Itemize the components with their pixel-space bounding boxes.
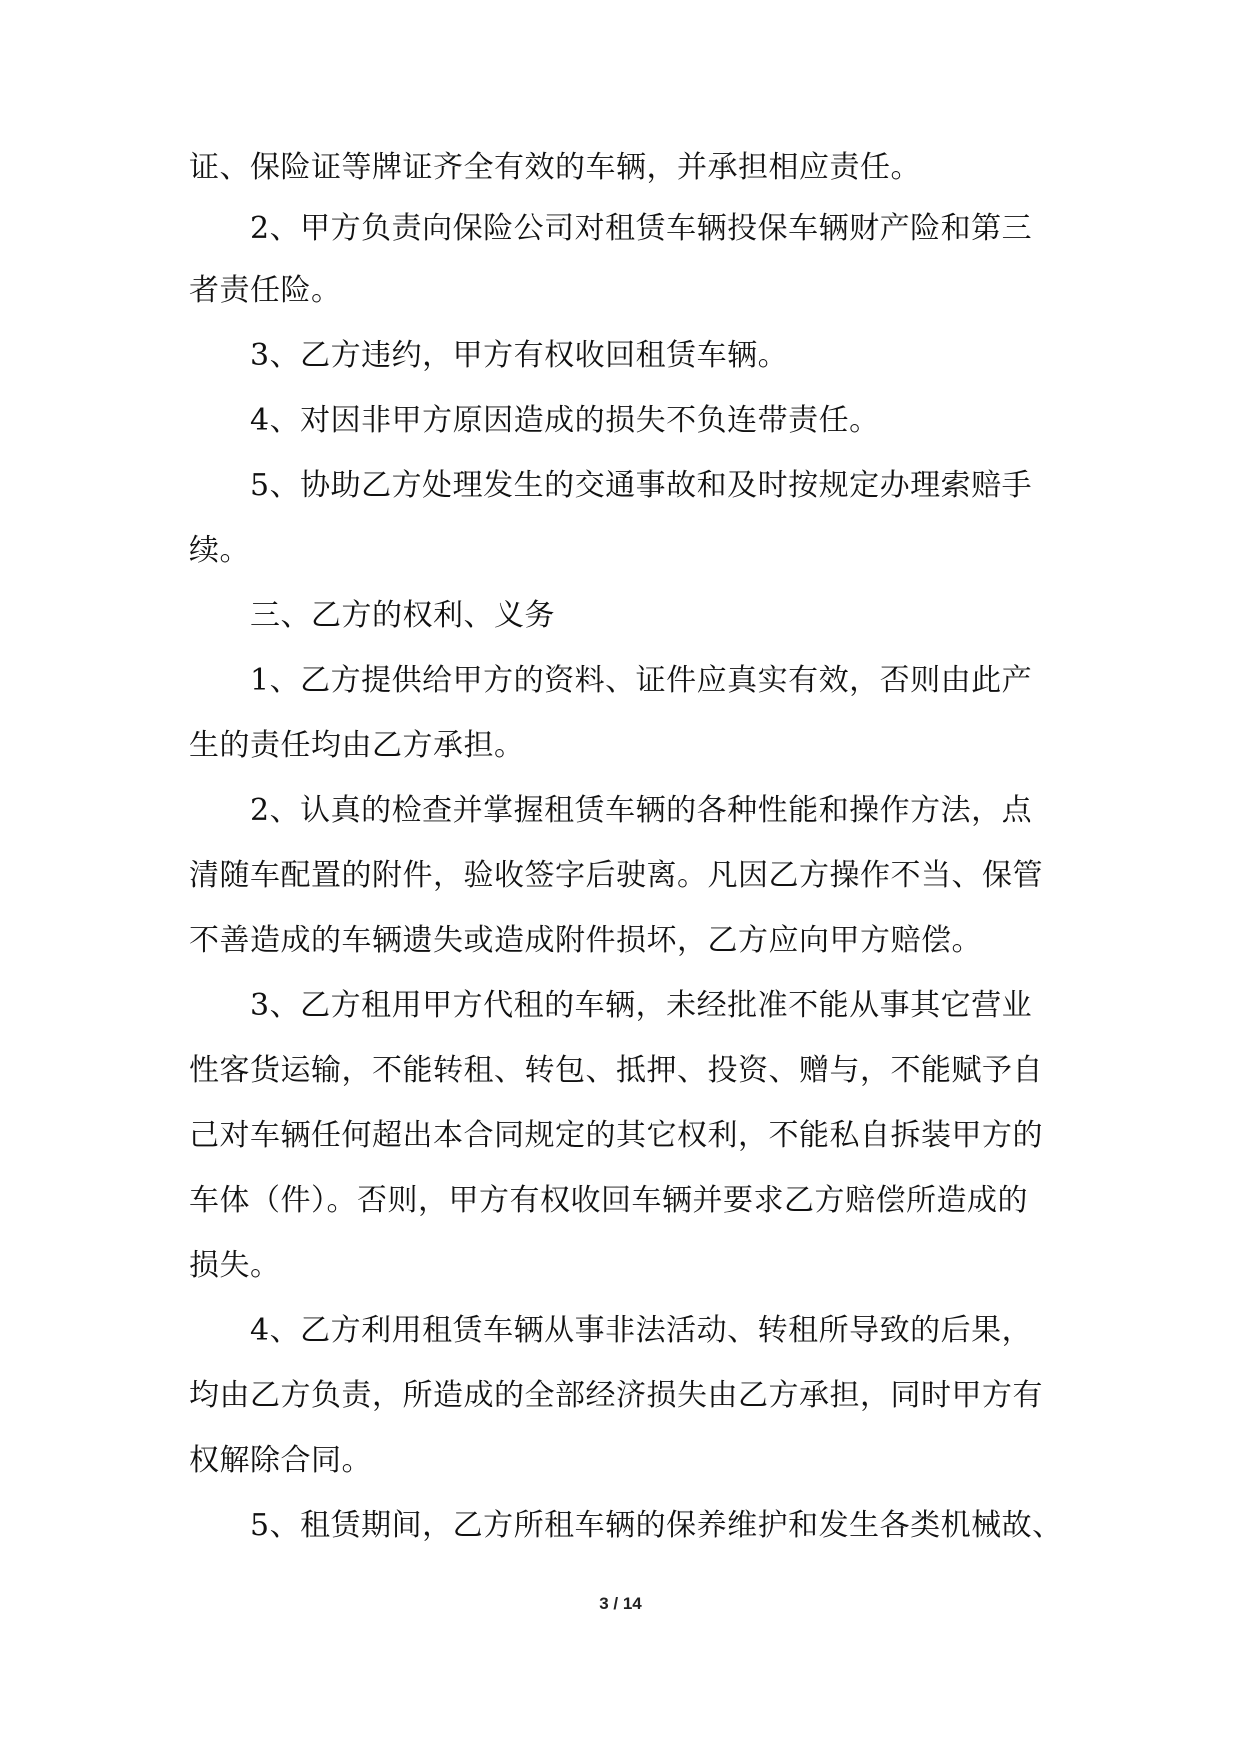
- text-line: 2、认真的检查并掌握租赁车辆的各种性能和操作方法，点: [250, 793, 1033, 828]
- section-heading: 三、乙方的权利、义务: [250, 598, 555, 633]
- text-line: 5、租赁期间，乙方所租车辆的保养维护和发生各类机械故、: [250, 1508, 1063, 1543]
- text-line: 4、乙方利用租赁车辆从事非法活动、转租所导致的后果，: [250, 1313, 1033, 1348]
- text-line: 不善造成的车辆遗失或造成附件损坏，乙方应向甲方赔偿。: [189, 923, 982, 958]
- page-number: 3 / 14: [599, 1594, 642, 1613]
- text-line: 4、对因非甲方原因造成的损失不负连带责任。: [250, 403, 880, 438]
- text-line: 者责任险。: [189, 273, 342, 308]
- text-line: 权解除合同。: [189, 1443, 372, 1478]
- text-line: 1、乙方提供给甲方的资料、证件应真实有效，否则由此产: [250, 663, 1033, 698]
- text-line: 均由乙方负责，所造成的全部经济损失由乙方承担，同时甲方有: [189, 1378, 1043, 1413]
- text-line: 性客货运输，不能转租、转包、抵押、投资、赠与，不能赋予自: [189, 1053, 1043, 1088]
- text-line: 2、甲方负责向保险公司对租赁车辆投保车辆财产险和第三: [250, 211, 1033, 246]
- text-line: 3、乙方租用甲方代租的车辆，未经批准不能从事其它营业: [250, 988, 1033, 1023]
- text-line: 生的责任均由乙方承担。: [189, 728, 525, 763]
- text-line: 续。: [189, 533, 250, 568]
- text-line: 证、保险证等牌证齐全有效的车辆，并承担相应责任。: [189, 150, 921, 185]
- text-line: 清随车配置的附件，验收签字后驶离。凡因乙方操作不当、保管: [189, 858, 1043, 893]
- text-line: 车体（件）。否则，甲方有权收回车辆并要求乙方赔偿所造成的: [189, 1183, 1028, 1218]
- text-line: 3、乙方违约，甲方有权收回租赁车辆。: [250, 338, 789, 373]
- text-line: 己对车辆任何超出本合同规定的其它权利，不能私自拆装甲方的: [189, 1118, 1043, 1153]
- text-line: 5、协助乙方处理发生的交通事故和及时按规定办理索赔手: [250, 468, 1033, 503]
- text-line: 损失。: [189, 1248, 281, 1283]
